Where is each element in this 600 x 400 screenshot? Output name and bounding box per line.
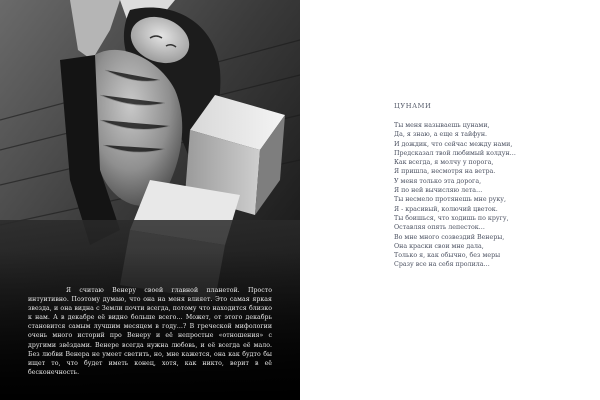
- poem-line: Ты меня называешь цунами,: [394, 122, 490, 129]
- right-page: [300, 0, 600, 400]
- poem-line: Я - красивый, колючий цветок.: [394, 205, 498, 213]
- poem-line: Сразу все на себя пролила…: [394, 261, 490, 269]
- prose-paragraph: Я считаю Венеру своей главной планетой. Просто интуитивно. Поэтому думаю, что она на меня влияет. Это самая яркая звезда, и она видна с Земли почти всегда, потому что находится близко к нам. А в декабре её видно больше всего… Может, от этого декабрь становится самым лучшим месяцем в году…? В греческой мифологии очень много историй про Венеру и её непростые «отношения» с другими звёздами. Венере всегда нужна любовь, и её всегда её мало. Без любви Венера не умеет светить, но, мне кажется, она как будто бы ищет то, что будет иметь конец, хотя, как никто, верит в её бесконечность.: [28, 287, 272, 376]
- poem-line: Ты несмело протянешь мне руку,: [394, 196, 506, 204]
- poem-line: Только я, как обычно, без меры: [394, 252, 501, 260]
- poem-line: Как всегда, я молчу у порога,: [394, 159, 494, 167]
- poem-line: Предсказал твой любимый колдун…: [394, 149, 516, 157]
- poem-line: Во мне много созвездий Венеры,: [394, 233, 505, 241]
- poem-line: У меня только эта дорога,: [394, 177, 482, 185]
- poem-title: ЦУНАМИ: [394, 102, 432, 110]
- poem-line: Я пришла, несмотря на ветра.: [394, 168, 496, 176]
- poem-line: Она краски свои мне дала,: [394, 242, 484, 250]
- poem-line: Ты боишься, что ходишь по кругу,: [394, 214, 509, 222]
- poem-line: Я по ней вычисляю лета…: [394, 187, 483, 195]
- poem: [394, 121, 516, 270]
- poem-line: Оставляя опять лепесток…: [394, 224, 485, 232]
- poem-line: Да, я знаю, а еще я тайфун.: [394, 131, 488, 139]
- poem-line: И дождик, что сейчас между нами,: [394, 140, 513, 148]
